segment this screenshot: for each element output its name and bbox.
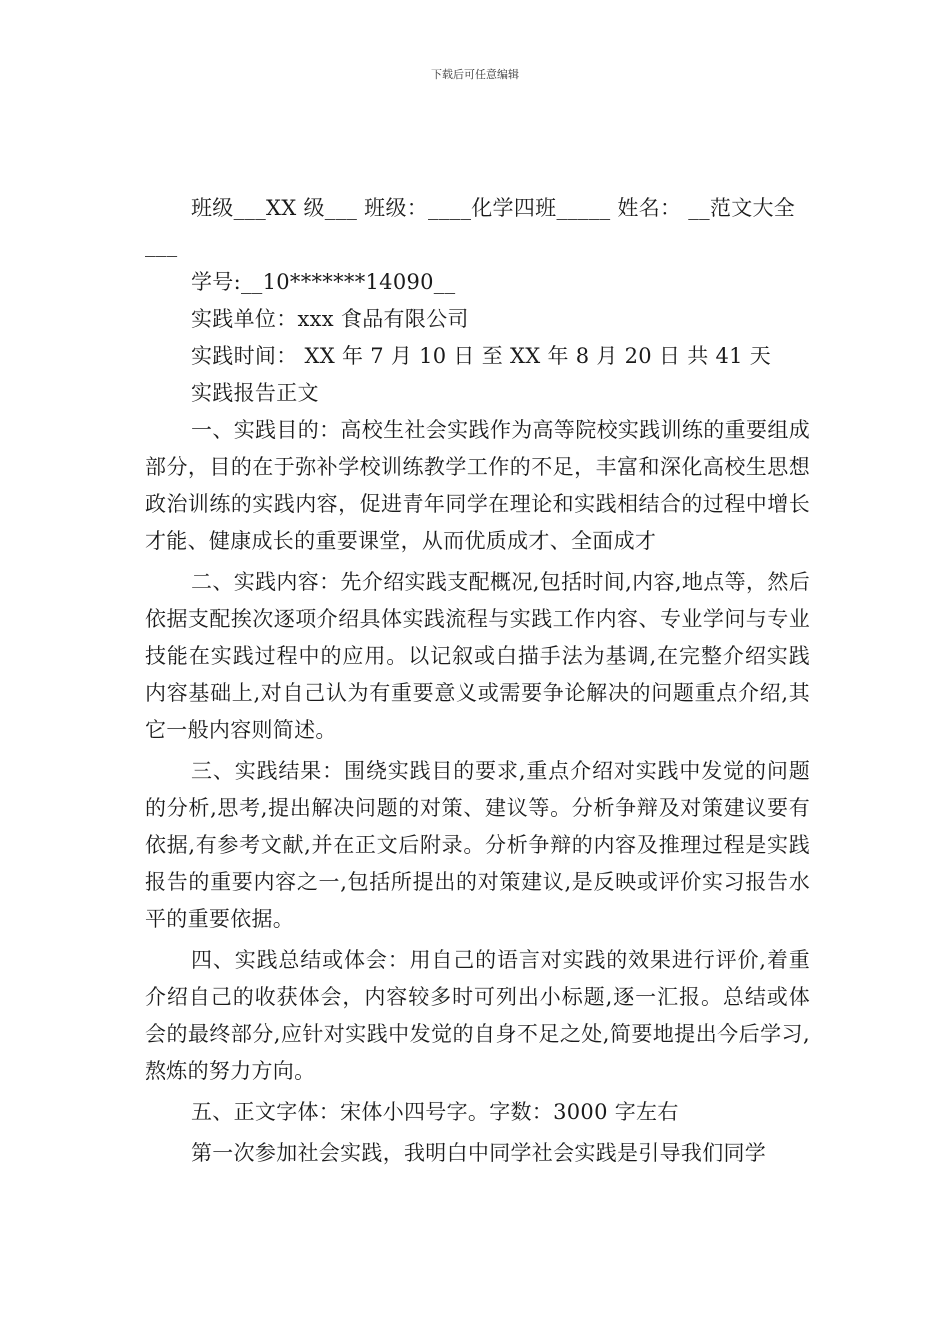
- section-content: 二、实践内容：先介绍实践支配概况,包括时间,内容,地点等，然后依据支配挨次逐项介绍具体实践流程与实践工作内容、专业学问与专业技能在实践过程中的应用。以记叙或白描手法为基调,在完整介绍实践内容基础上,对自己认为有重要意义或需要争论解决的问题重点介绍,其它一般内容则简述。: [145, 570, 810, 742]
- section-purpose: 一、实践目的：高校生社会实践作为高等院校实践训练的重要组成部分，目的在于弥补学校训练教学工作的不足，丰富和深化高校生思想政治训练的实践内容，促进青年同学在理论和实践相结合的过程中增长才能、健康成长的重要课堂，从而优质成才、全面成才: [145, 418, 810, 553]
- class-info-line-tail: ___: [145, 233, 178, 257]
- section-summary: 四、实践总结或体会：用自己的语言对实践的效果进行评价,着重介绍自己的收获体会，内容较多时可列出小标题,逐一汇报。总结或体会的最终部分,应针对实践中发觉的自身不足之处,简要地提出今后学习,熬炼的努力方向。: [145, 948, 810, 1083]
- student-id-line: 学号:__10*******14090__: [191, 270, 456, 294]
- practice-time-line: 实践时间： XX 年 7 月 10 日 至 XX 年 8 月 20 日 共 41 天: [191, 344, 772, 368]
- report-heading: 实践报告正文: [191, 381, 319, 405]
- section-first-practice: 第一次参加社会实践，我明白中同学社会实践是引导我们同学: [191, 1141, 767, 1165]
- header-note: 下载后可任意编辑: [431, 68, 519, 81]
- practice-unit-line: 实践单位：xxx 食品有限公司: [191, 307, 469, 331]
- section-results: 三、实践结果：围绕实践目的要求,重点介绍对实践中发觉的问题的分析,思考,提出解决问题的对策、建议等。分析争辩及对策建议要有依据,有参考文献,并在正文后附录。分析争辩的内容及推理过程是实践报告的重要内容之一,包括所提出的对策建议,是反映或评价实习报告水平的重要依据。: [145, 759, 810, 931]
- class-info-line: 班级___XX 级___ 班级：____化学四班_____ 姓名： __范文大全: [191, 196, 796, 220]
- document-body: [145, 190, 810, 1172]
- section-font: 五、正文字体：宋体小四号字。字数：3000 字左右: [191, 1100, 679, 1124]
